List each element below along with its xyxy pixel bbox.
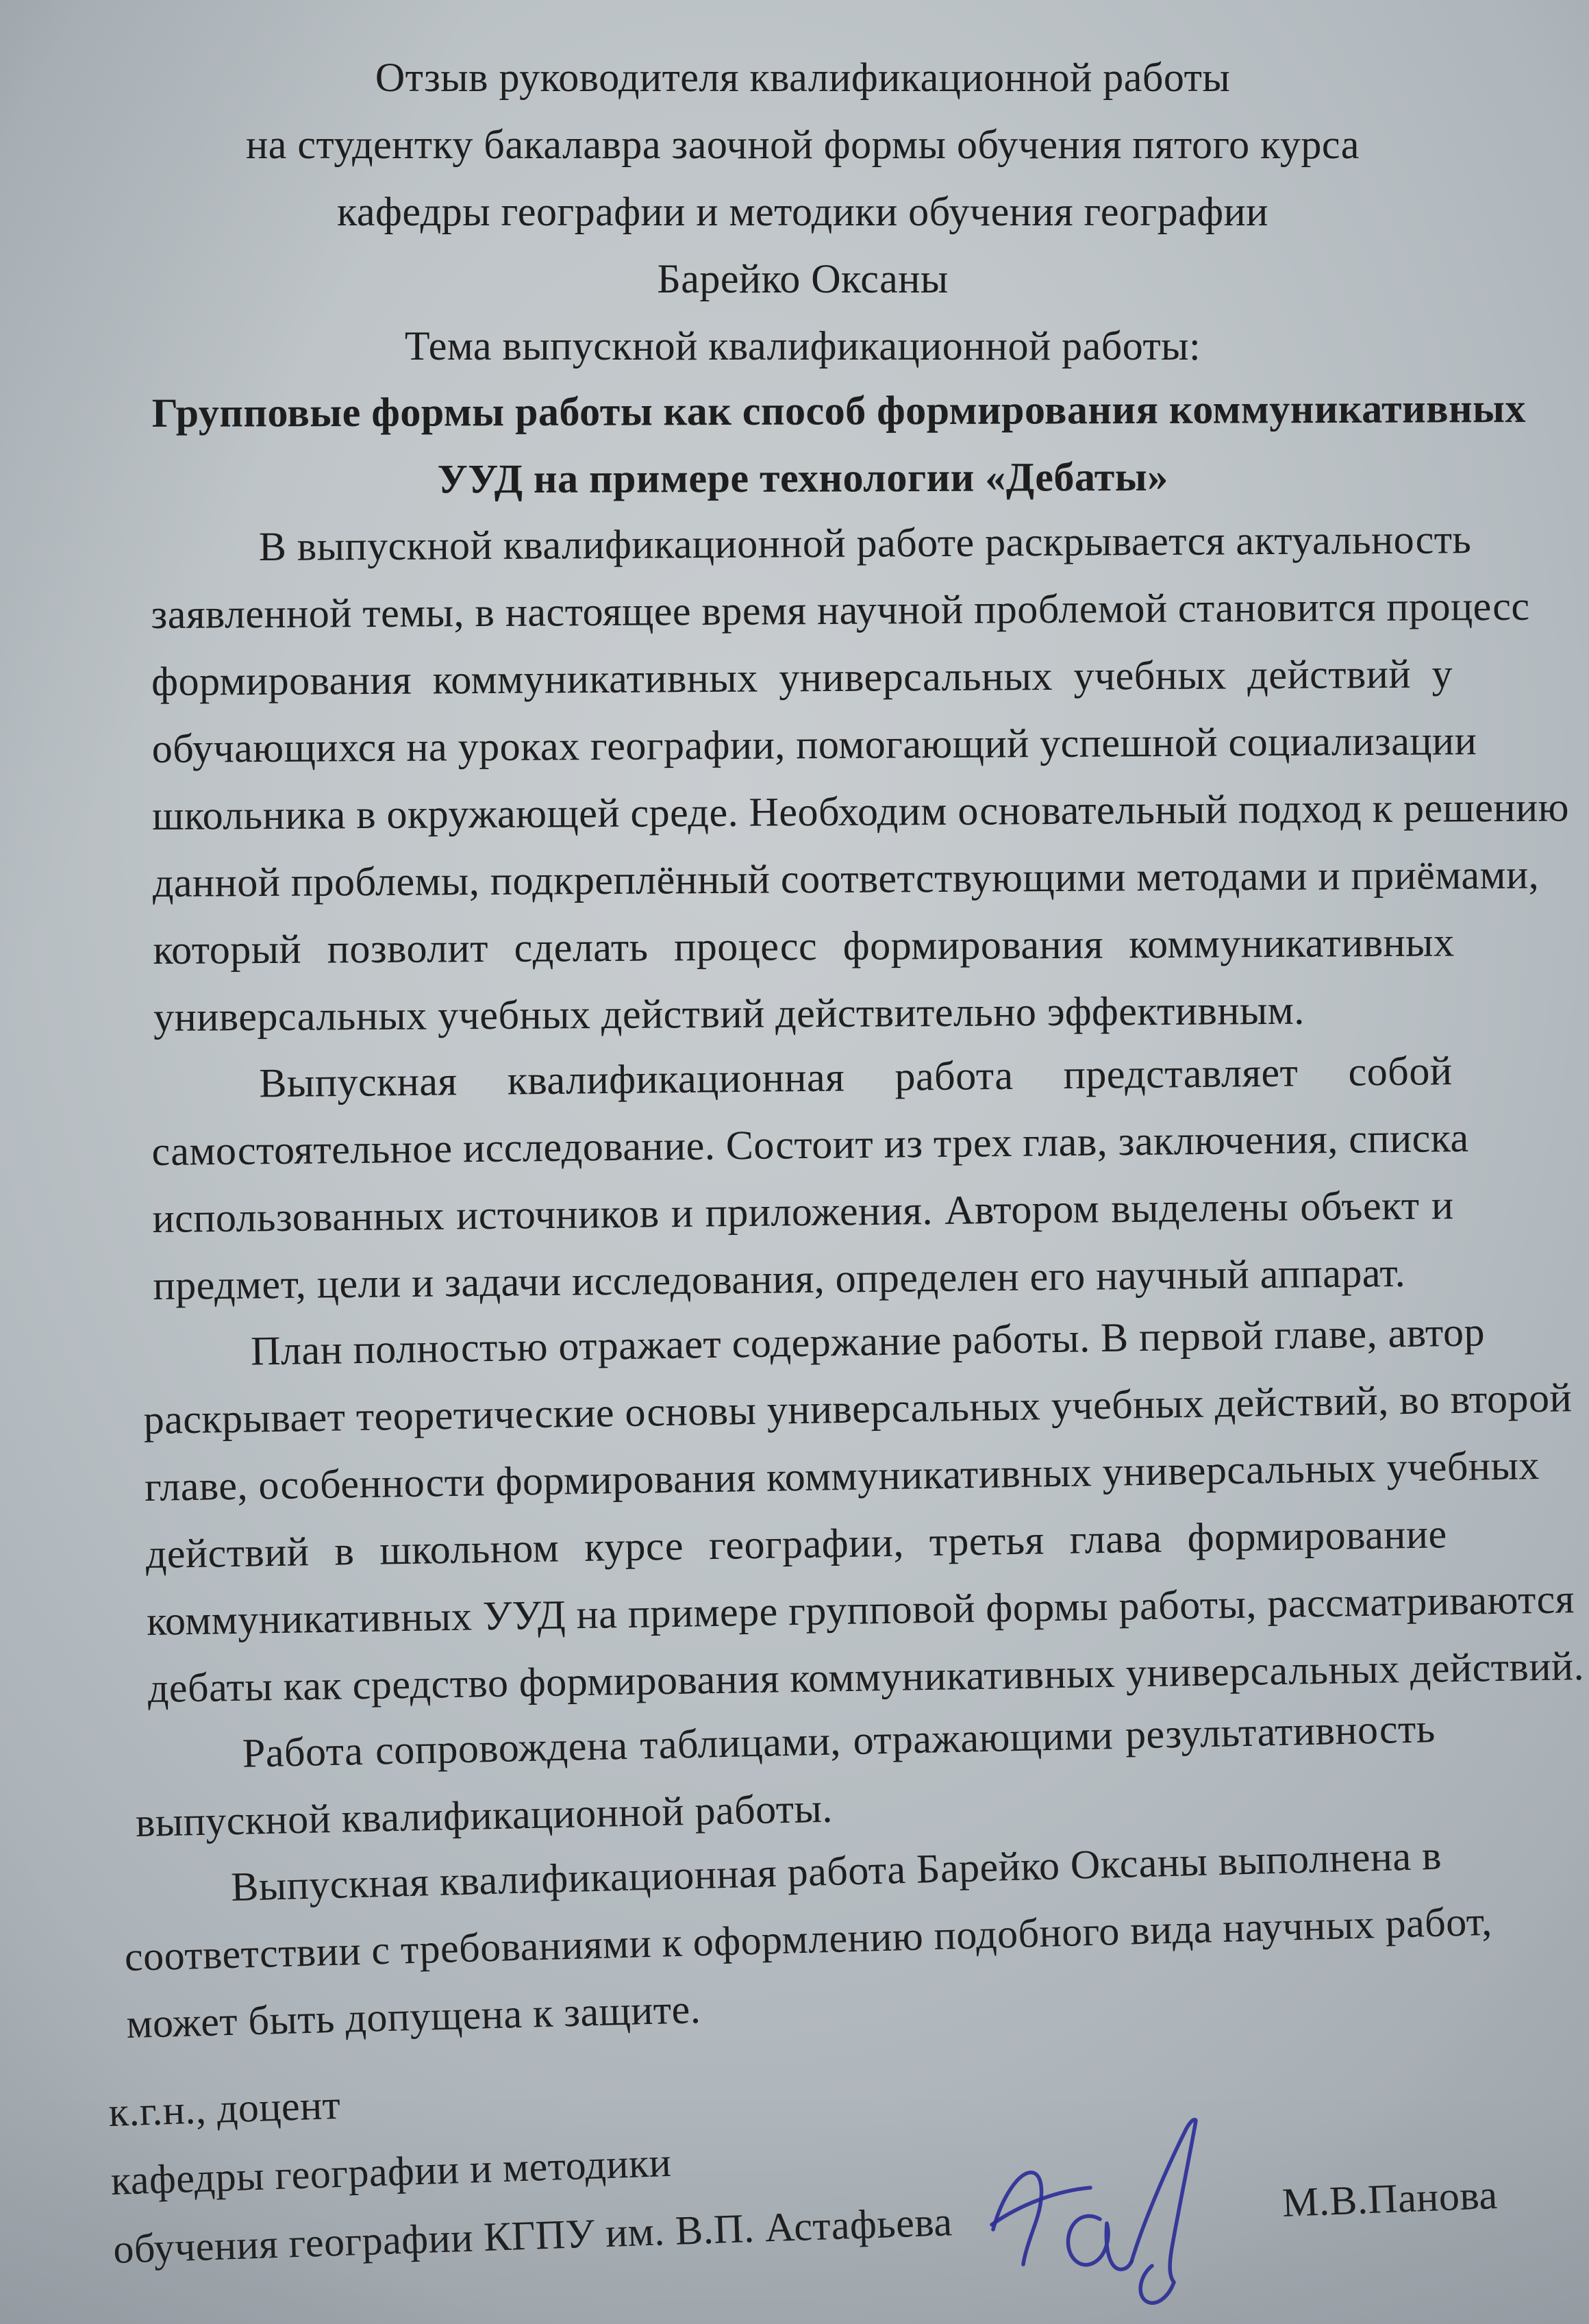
paragraph bbox=[151, 1037, 1469, 1319]
paragraph-line: Выпускная квалификационная работа представляет собой bbox=[259, 1048, 1453, 1106]
paragraph-line: раскрывает теоретические основы универсальных учебных действий, во второй bbox=[143, 1375, 1573, 1443]
signature-name: М.В.Панова bbox=[1281, 2171, 1499, 2225]
paragraph-line: коммуникативных УУД на примере групповой формы работы, рассматриваются bbox=[146, 1576, 1575, 1644]
paragraph-line: использованных источников и приложения. Автором выделены объект и bbox=[152, 1182, 1454, 1241]
paragraph-line: действий в школьном курсе географии, третья глава формирование bbox=[145, 1511, 1448, 1577]
signoff-line: кафедры географии и методики bbox=[110, 2139, 673, 2203]
header-line: Барейко Оксаны bbox=[657, 256, 949, 301]
paragraph-line: главе, особенности формирования коммуникативных универсальных учебных bbox=[144, 1442, 1540, 1510]
paragraph-line: школьника в окружающей среде. Необходим основательный подход к решению bbox=[152, 784, 1570, 838]
paragraph-line: выпускной квалификационной работы. bbox=[135, 1785, 834, 1845]
paragraph-line: соответствии с требованиями к оформлению подобного вида научных работ, bbox=[124, 1898, 1493, 1979]
title-line: УУД на примере технологии «Дебаты» bbox=[437, 453, 1168, 502]
paragraph-line: заявленной темы, в настоящее время научной проблемой становится процесс bbox=[151, 583, 1530, 638]
handwritten-signature-icon bbox=[986, 2103, 1240, 2308]
header-line: на студентку бакалавра заочной формы обучения пятого курса bbox=[246, 122, 1360, 167]
signoff-line: к.г.н., доцент bbox=[108, 2082, 342, 2136]
header-line: Отзыв руководителя квалификационной работы bbox=[375, 55, 1231, 100]
title-line: Групповые формы работы как способ формирования коммуникативных bbox=[151, 385, 1527, 436]
paragraph-line: данной проблемы, подкреплённый соответствующими методами и приёмами, bbox=[152, 851, 1540, 905]
paragraph-line: дебаты как средство формирования коммуникативных универсальных действий. bbox=[147, 1643, 1585, 1711]
paragraph-line: Выпускная квалификационная работа Барейко Оксаны выполнена в bbox=[230, 1832, 1442, 1910]
paragraph-line: обучающихся на уроках географии, помогающий успешной социализации bbox=[151, 718, 1477, 772]
header-line: Тема выпускной квалификационной работы: bbox=[404, 323, 1201, 368]
paragraph bbox=[142, 1299, 1585, 1722]
paragraph-line: который позволит сделать процесс формирования коммуникативных bbox=[153, 919, 1455, 973]
document-header bbox=[152, 44, 1453, 379]
paragraph-line: План полностью отражает содержание работы. В первой главе, автор bbox=[250, 1309, 1486, 1374]
paragraph-line: В выпускной квалификационной работе раскрывается актуальность bbox=[258, 516, 1472, 570]
header-line: кафедры географии и методики обучения географии bbox=[337, 189, 1268, 234]
paragraph bbox=[122, 1822, 1493, 2058]
signoff-line: обучения географии КГПУ им. В.П. Астафьева bbox=[112, 2199, 953, 2272]
document-body bbox=[124, 514, 1589, 2058]
paragraph-line: может быть допущена к защите. bbox=[125, 1986, 701, 2047]
paragraph-line: Работа сопровождена таблицами, отражающими результативность bbox=[242, 1705, 1436, 1776]
paragraph-line: универсальных учебных действий действительно эффективным. bbox=[153, 987, 1305, 1040]
thesis-title bbox=[151, 375, 1527, 514]
paragraph-line: формирования коммуникативных универсальных учебных действий у bbox=[151, 651, 1453, 705]
paragraph-line: самостоятельное исследование. Состоит из трех глав, заключения, списка bbox=[151, 1114, 1469, 1175]
paragraph bbox=[151, 505, 1570, 1051]
paragraph-line: предмет, цели и задачи исследования, определен его научный аппарат. bbox=[153, 1249, 1406, 1308]
